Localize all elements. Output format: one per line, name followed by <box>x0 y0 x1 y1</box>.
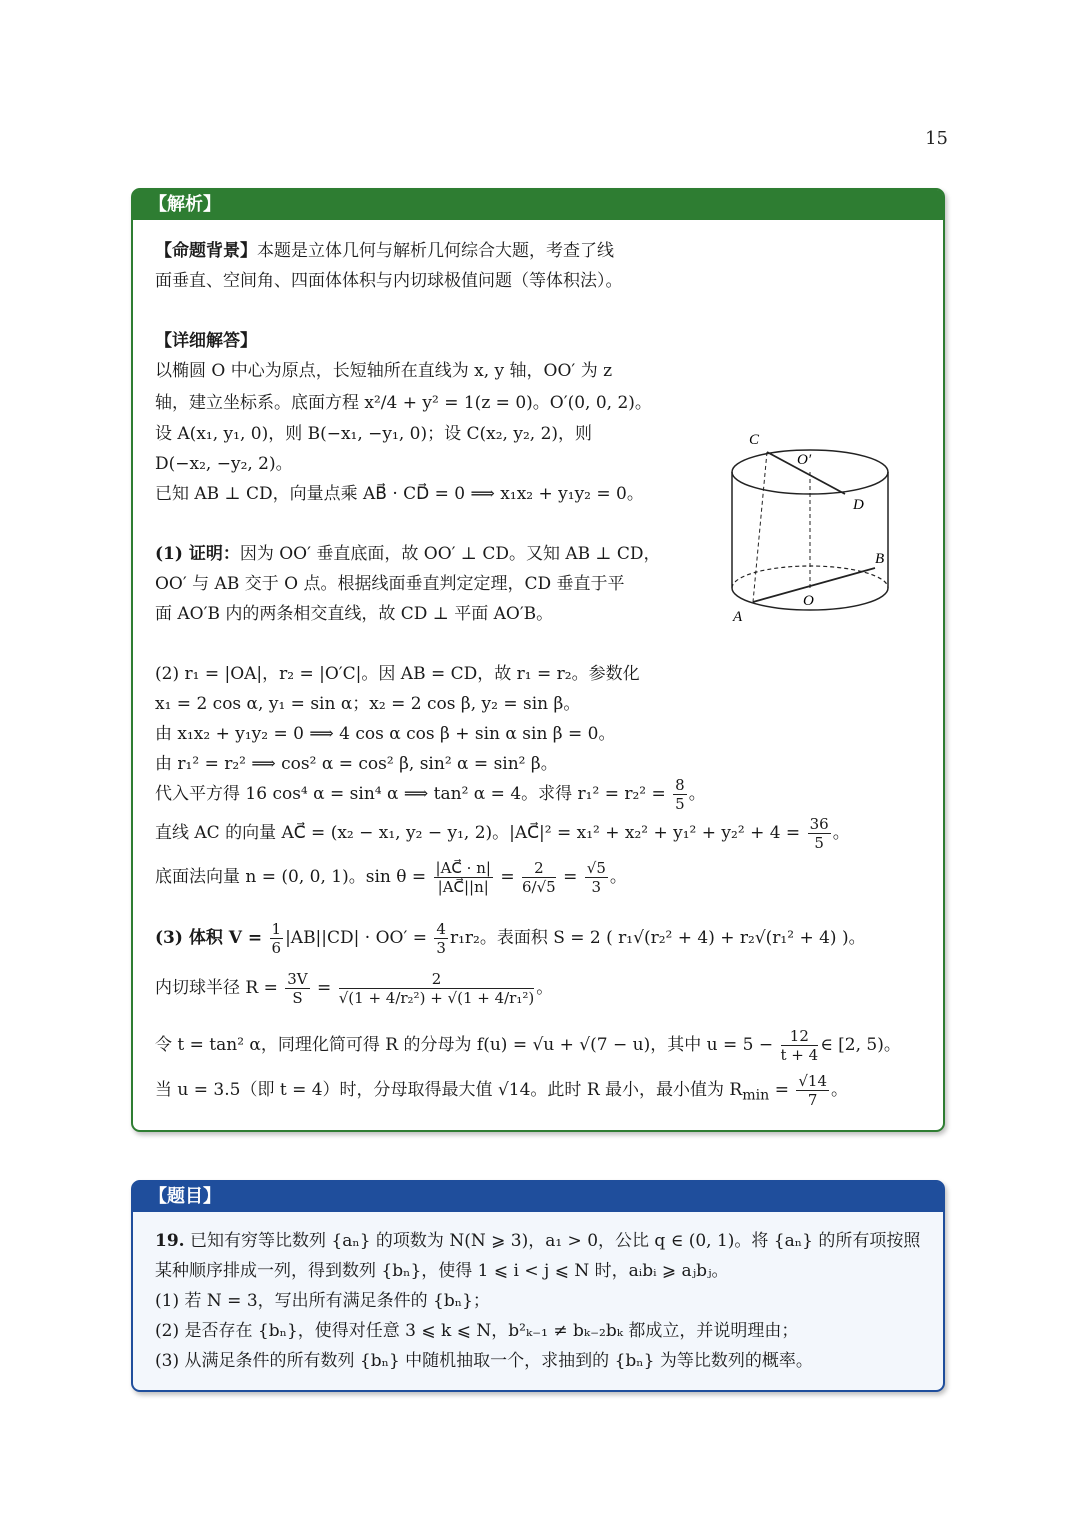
frac-num: √5 <box>586 859 606 877</box>
frac-num: 2 <box>522 859 556 878</box>
part2-line-6-text: 直线 AC 的向量 AC⃗ = (x₂ − x₁, y₂ − y₁, 2)。|AC⃗|² = x₁² + x₂² + y₁² + y₂² + 4 = <box>155 823 801 843</box>
frac-den: 3 <box>436 939 446 957</box>
part3-line-4-post: 。 <box>831 1080 849 1100</box>
part3-line-2: 内切球半径 R = $\frac{3V}{S}$ = $\frac{2}{\text{√(1 + 4/r₂²) + √(1 + 4/r₁²)}}$ 。 <box>155 970 554 1007</box>
volume-fraction-1 <box>270 920 284 957</box>
part2-line-3: 由 x₁x₂ + y₁y₂ = 0 ⟹ 4 cos α cos β + sin α sin β = 0。 <box>155 724 616 744</box>
part1-line-1 <box>155 543 661 565</box>
rmin-fraction <box>796 1072 829 1109</box>
label-D: D <box>853 497 864 513</box>
part2-line-6 <box>155 815 850 852</box>
question-line-5: (3) 从满足条件的所有数列 {bₙ} 中随机抽取一个，求抽到的 {bₙ} 为等比数列的概率。 <box>155 1351 813 1371</box>
rmin-subscript: min <box>742 1087 770 1104</box>
part1-text-1: 因为 OO′ 垂直底面，故 OO′ ⊥ CD。又知 AB ⊥ CD， <box>239 544 661 564</box>
part2-line-6-fraction <box>808 815 831 852</box>
part2-line-1: (2) r₁ = |OA|，r₂ = |O′C|。因 AB = CD，故 r₁ = r₂。参数化 <box>155 664 640 684</box>
question-header: 【题目】 <box>133 1182 943 1212</box>
frac-den: 6/√5 <box>522 878 556 896</box>
part2-line-5-text: 代入平方得 16 cos⁴ α = sin⁴ α ⟹ tan² α = 4。求得 r₁² = r₂² = <box>155 784 666 804</box>
u-fraction <box>781 1027 819 1064</box>
frac-num: 3V <box>287 970 308 988</box>
frac-den: |AC⃗||n| <box>437 878 489 896</box>
question-line-3: (1) 若 N = 3，写出所有满足条件的 {bₙ}； <box>155 1291 490 1311</box>
segment-AB <box>753 568 875 602</box>
frac-den: t + 4 <box>780 1046 819 1064</box>
part3-line-1 <box>155 920 866 957</box>
background-label: 【命题背景】 <box>155 241 257 261</box>
frac-den: 6 <box>271 939 282 957</box>
sin-fraction-3 <box>585 859 608 896</box>
segment-CA <box>753 452 767 602</box>
question-line-2: 某种顺序排成一列，得到数列 {bₙ}，使得 1 ⩽ i < j ⩽ N 时，aᵢbᵢ ⩾ aⱼbⱼ。 <box>155 1261 729 1281</box>
sin-fraction-1 <box>434 859 493 896</box>
part3-line-1-mid: |AB||CD| · OO′ = <box>285 928 427 948</box>
frac-den: 7 <box>807 1091 818 1109</box>
frac-den: S <box>292 989 303 1007</box>
label-A: A <box>733 609 743 625</box>
frac-num: 1 <box>271 920 282 938</box>
analysis-panel <box>131 188 945 1132</box>
question-panel <box>131 1180 945 1392</box>
frac-den: 3 <box>591 878 602 896</box>
background-text-1: 本题是立体几何与解析几何综合大题，考查了线 <box>257 241 614 261</box>
label-B: B <box>875 551 885 567</box>
part3-line-1-post: r₁r₂。表面积 S = 2 ( r₁√(r₂² + 4) + r₂√(r₁² + 4) )。 <box>449 928 866 948</box>
part3-line-4-eq: = <box>769 1080 789 1100</box>
frac-num: 36 <box>809 815 829 833</box>
setup-line-2: 轴，建立坐标系。底面方程 x²/4 + y² = 1(z = 0)。O′(0, 0, 2)。 <box>155 393 652 413</box>
background-line-2: 面垂直、空间角、四面体体积与内切球极值问题（等体积法）。 <box>155 271 623 291</box>
part2-line-5 <box>155 776 706 813</box>
part3-line-2-post: 。 <box>536 978 554 998</box>
radius-fraction-2 <box>339 970 535 1007</box>
page-number: 15 <box>925 128 948 149</box>
part1-line-3: 面 AO′B 内的两条相交直线，故 CD ⊥ 平面 AO′B。 <box>155 604 554 624</box>
detail-heading: 【详细解答】 <box>155 331 257 351</box>
part3-line-4-text: 当 u = 3.5（即 t = 4）时，分母取得最大值 √14。此时 R 最小，最小值为 R <box>155 1080 743 1100</box>
sin-fraction-2 <box>522 859 556 896</box>
frac-den: 5 <box>814 834 824 852</box>
part2-line-2: x₁ = 2 cos α, y₁ = sin α；x₂ = 2 cos β, y₂ = sin β。 <box>155 694 581 714</box>
frac-den: 5 <box>675 795 685 813</box>
question-line-1 <box>155 1230 920 1252</box>
question-text-1: 已知有穷等比数列 {aₙ} 的项数为 N(N ⩾ 3)，a₁ > 0，公比 q ∈ (0, 1)。将 {aₙ} 的所有项按照 <box>189 1231 921 1251</box>
setup-line-5: 已知 AB ⊥ CD，向量点乘 AB⃗ · CD⃗ = 0 ⟹ x₁x₂ + y₁y₂ = 0。 <box>155 484 644 504</box>
label-O: O <box>803 593 814 609</box>
part2-line-7-post: 。 <box>609 867 627 887</box>
frac-num: √14 <box>798 1072 828 1090</box>
part2-line-5-post: 。 <box>688 784 706 804</box>
part2-line-7-text: 底面法向量 n = (0, 0, 1)。sin θ = <box>155 867 427 887</box>
frac-den: √(1 + 4/r₂²) + √(1 + 4/r₁²) <box>338 989 535 1007</box>
part2-line-4: 由 r₁² = r₂² ⟹ cos² α = cos² β, sin² α = sin² β。 <box>155 754 558 774</box>
frac-num: 4 <box>436 920 446 938</box>
setup-line-3: 设 A(x₁, y₁, 0)，则 B(−x₁, −y₁, 0)；设 C(x₂, y₂, 2)，则 <box>155 424 593 444</box>
frac-num: 12 <box>781 1027 819 1046</box>
part1-line-2: OO′ 与 AB 交于 O 点。根据线面垂直判定定理，CD 垂直于平 <box>155 574 625 594</box>
part2-line-6-post: 。 <box>832 823 850 843</box>
part2-line-7: 底面法向量 n = (0, 0, 1)。sin θ = $\frac{|AC⃗ \cdot n|}{|AC⃗||n|}$ = $\frac{2}{6/√5}$ = $\frac{√5}{3}$ 。 <box>155 859 627 896</box>
cylinder-figure <box>725 430 895 625</box>
part3-line-1-text: (3) 体积 V = <box>155 928 263 948</box>
frac-num: 2 <box>339 970 535 989</box>
volume-fraction-2 <box>434 920 448 957</box>
part3-line-2-text: 内切球半径 R = <box>155 978 278 998</box>
question-number: 19. <box>155 1231 185 1251</box>
part3-line-3 <box>155 1027 901 1064</box>
question-line-4: (2) 是否存在 {bₙ}，使得对任意 3 ⩽ k ⩽ N，b²ₖ₋₁ ≠ bₖ₋₂bₖ 都成立，并说明理由； <box>155 1321 799 1341</box>
label-C: C <box>749 432 760 448</box>
frac-num: |AC⃗ · n| <box>435 859 491 877</box>
part2-line-5-fraction <box>673 776 687 813</box>
setup-line-1: 以椭圆 O 中心为原点，长短轴所在直线为 x, y 轴，OO′ 为 z <box>155 361 613 381</box>
part3-line-3-post: ∈ [2, 5)。 <box>820 1035 901 1055</box>
frac-num: 8 <box>675 776 685 794</box>
label-O-prime: O′ <box>797 452 812 468</box>
setup-line-4: D(−x₂, −y₂, 2)。 <box>155 454 293 474</box>
part3-line-3-text: 令 t = tan² α，同理化简可得 R 的分母为 f(u) = √u + √(7 − u)，其中 u = 5 − <box>155 1035 774 1055</box>
analysis-header: 【解析】 <box>133 190 943 220</box>
part3-line-4 <box>155 1072 848 1109</box>
radius-fraction-1 <box>285 970 309 1007</box>
background-line-1 <box>155 240 614 262</box>
part1-label: (1) 证明： <box>155 544 240 564</box>
